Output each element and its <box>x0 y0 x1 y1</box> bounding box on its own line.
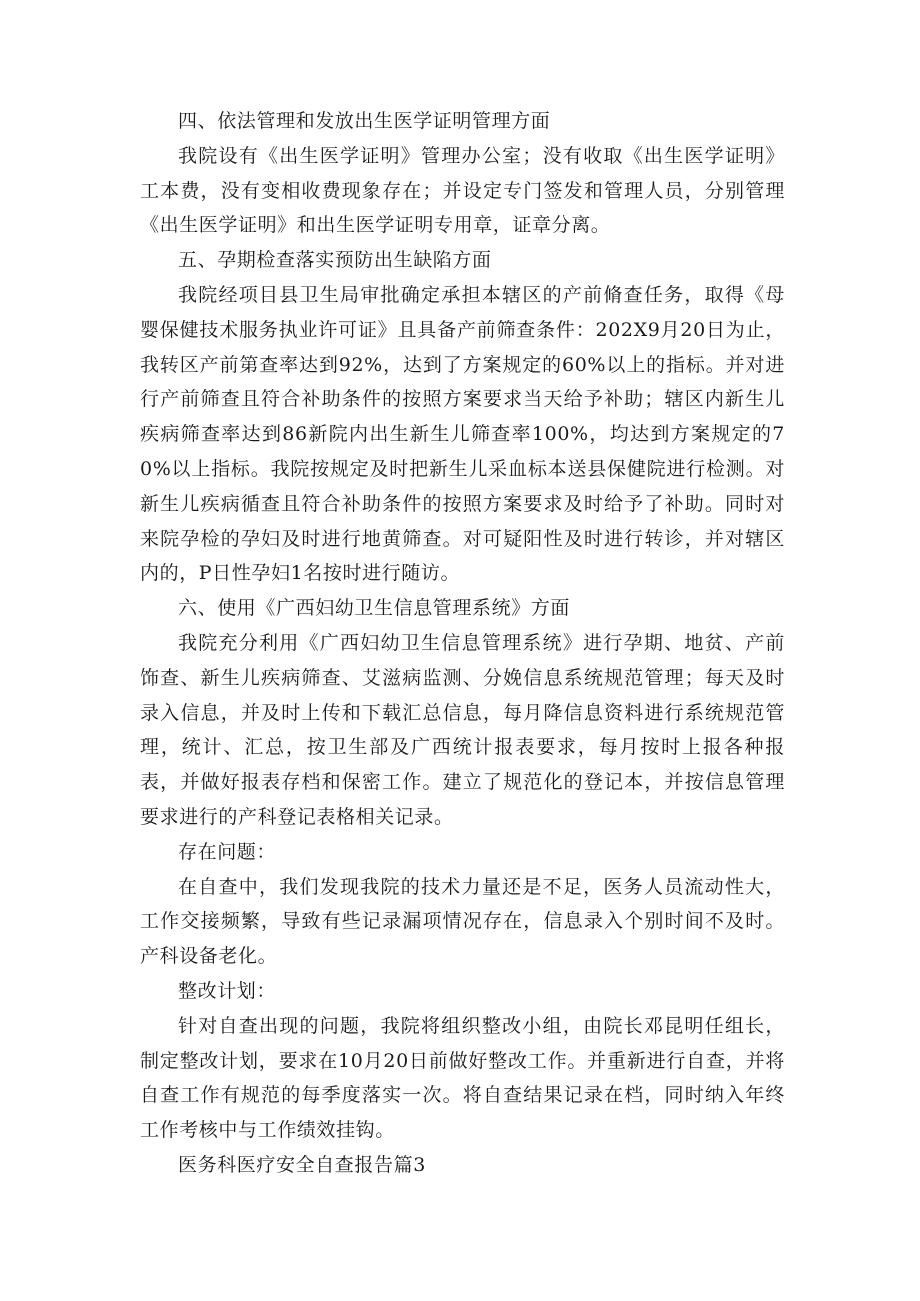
section-heading-6: 六、使用《广西妇幼卫生信息管理系统》方面 <box>178 597 571 620</box>
paragraph-info-system: 我院充分利用《广西妇幼卫生信息管理系统》进行孕期、地贫、产前饰查、新生儿疾病筛查、艾滋病监测、分娩信息系统规范管理；每天及时录入信息，并及时上传和下载汇总信息，每月降信息资料进行系统规范管理，统计、汇总，按卫生部及广西统计报表要求，每月按时上报各种报表，并做好报表存档和保密工作。建立了规范化的登记本，并按信息管理要求进行的产科登记表格相关记录。 <box>140 631 785 828</box>
section-heading-4: 四、依法管理和发放出生医学证明管理方面 <box>178 110 551 132</box>
heading-rectification-plan: 整改计划： <box>178 979 277 1002</box>
paragraph-rectification-plan: 针对自查出现的问题，我院将组织整改小组，由院长邓昆明任组长，制定整改计划，要求在10月20日前做好整改工作。并重新进行自查，并将自查工作有规范的每季度落实一次。将自查结果记录在档，同时纳入年终工作考核中与工作绩效挂钩。 <box>140 1014 785 1142</box>
document-page <box>140 104 785 1183</box>
paragraph-birth-certificate: 我院设有《出生医学证明》管理办公室；没有收取《出生医学证明》工本费，没有变相收费现象存在；并设定专门签发和管理人员，分别管理《出生医学证明》和出生医学证明专用章，证章分离。 <box>140 144 785 237</box>
paragraph-existing-problems: 在自查中，我们发现我院的技术力量还是不足，医务人员流动性大，工作交接频繁，导致有些记录漏项情况存在，信息录入个别时间不及时。产科设备老化。 <box>140 875 785 968</box>
heading-existing-problems: 存在问题： <box>178 840 277 863</box>
paragraph-prenatal-screening: 我院经项目县卫生局审批确定承担本辖区的产前脩查任务，取得《母婴保健技术服务执业许可证》且具备产前筛查条件：202X9月20日为止，我转区产前第查率达到92%，达到了方案规定的60%以上的指标。并对进行产前筛查且符合补助条件的按照方案要求当天给予补助；辖区内新生儿疾病筛查率达到86新院内出生新生儿筛查率100%，均达到方案规定的70%以上指标。我院按规定及时把新生儿采血标本送县保健院进行检测。对新生儿疾病循查且符合补助条件的按照方案要求及时给予了补助。同时对来院孕检的孕妇及时进行地黄筛查。对可疑阳性及时进行转诊，并对辖区内的，P日性孕妇1名按时进行随访。 <box>140 283 785 585</box>
report-title-part-3: 医务科医疗安全自查报告篇3 <box>178 1153 426 1176</box>
section-heading-5: 五、孕期检查落实预防出生缺陷方面 <box>178 249 492 272</box>
